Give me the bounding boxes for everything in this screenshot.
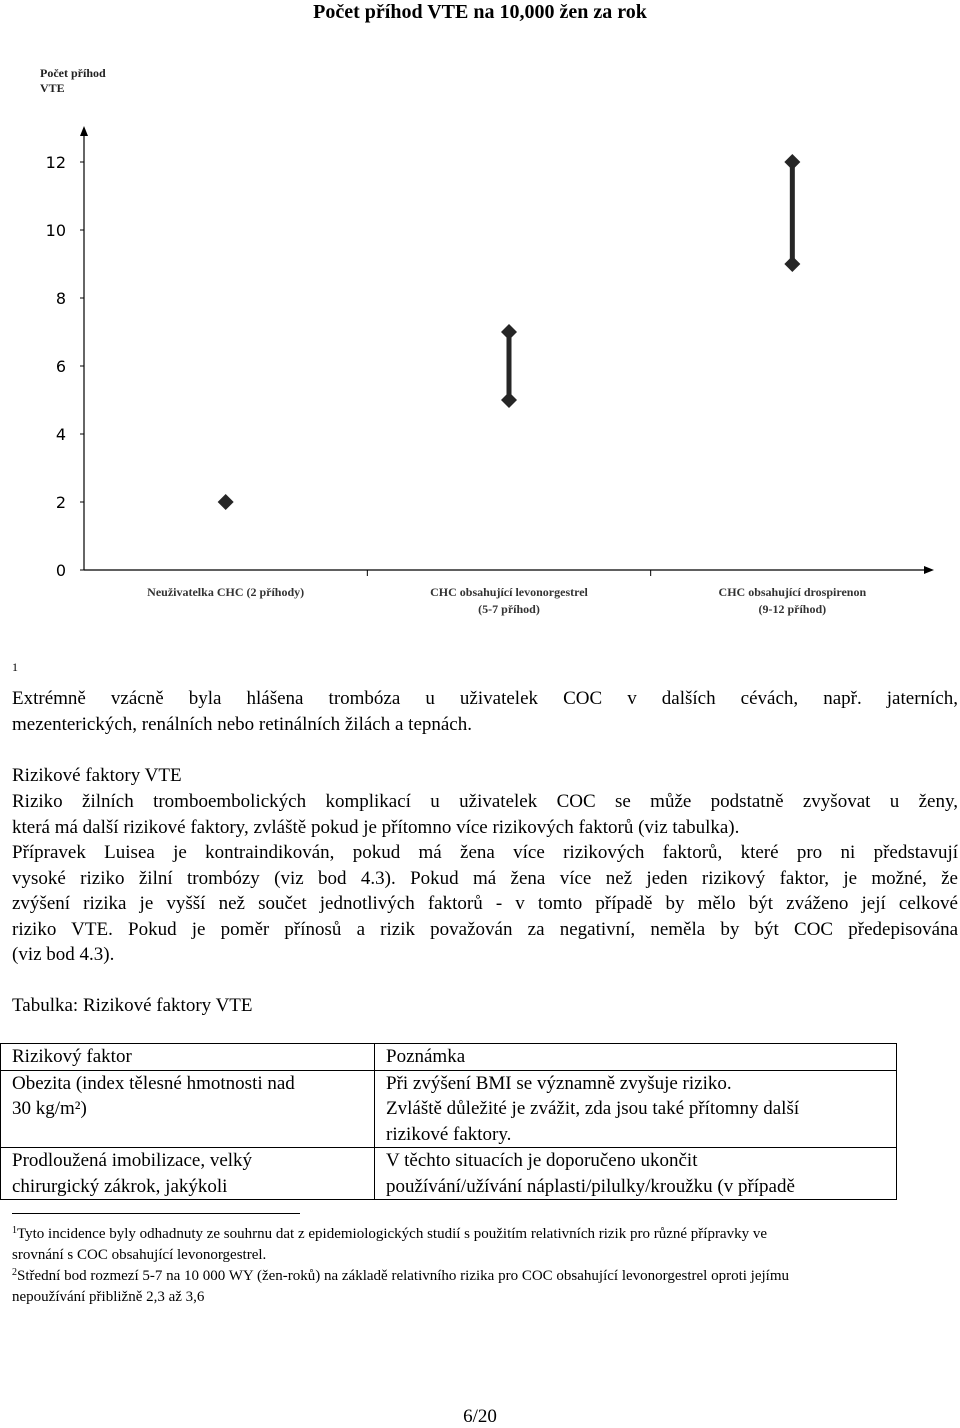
paragraph-line: která má další rizikové faktory, zvláště pokud je přítomno více rizikových faktorů (viz tabulka).	[12, 816, 740, 838]
table-heading: Tabulka: Rizikové faktory VTE	[12, 995, 253, 1016]
x-category-label: Neuživatelka CHC (2 příhody)	[147, 585, 305, 599]
range-marker-high	[218, 494, 234, 510]
cell-line: 30 kg/m²)	[12, 1098, 87, 1119]
table-row	[1, 1148, 897, 1200]
cell-factor	[1, 1148, 375, 1200]
risk-factor-table	[0, 1043, 897, 1200]
x-category-label: (9-12 příhod)	[758, 602, 827, 616]
range-marker-high	[501, 324, 517, 340]
x-category-label: (5-7 příhod)	[478, 602, 540, 616]
page-title: Počet příhod VTE na 10,000 žen za rok	[313, 1, 647, 23]
table-row	[1, 1070, 897, 1148]
footnote-divider	[12, 1213, 300, 1214]
paragraph-line: riziko VTE. Pokud je poměr přínosů a rizik považován za negativní, neměla by být COC předepisována	[12, 918, 958, 940]
y-tick-label: 4	[55, 425, 66, 444]
y-axis-label: Počet příhod	[40, 66, 106, 80]
range-marker-low	[501, 392, 517, 408]
cell-line: Obezita (index tělesné hmotnosti nad	[12, 1072, 295, 1094]
header-note: Poznámka	[375, 1044, 897, 1071]
cell-line: Při zvýšení BMI se významně zvyšuje riziko.	[386, 1072, 732, 1094]
y-axis-arrow	[80, 126, 88, 136]
paragraph-line: (viz bod 4.3).	[12, 944, 115, 965]
paragraph-line: Přípravek Luisea je kontraindikován, pokud má žena více rizikových faktorů, které pro ni představují	[12, 842, 958, 863]
cell-line: V těchto situacích je doporučeno ukončit	[386, 1150, 698, 1171]
x-category-label: CHC obsahující drospirenon	[718, 585, 867, 599]
range-marker-low	[784, 256, 800, 272]
footnote-text: srovnání s COC obsahující levonorgestrel.	[12, 1247, 267, 1263]
cell-line: Prodloužená imobilizace, velký	[12, 1150, 253, 1171]
footnote-marker: 1	[12, 660, 18, 674]
cell-line: používání/užívání náplasti/pilulky/kroužku (v případě	[386, 1175, 795, 1197]
paragraph-line: Riziko žilních tromboembolických komplikací u uživatelek COC se může podstatně zvyšovat u ženy,	[12, 791, 958, 812]
y-tick-label: 6	[55, 357, 66, 376]
cell-note	[375, 1070, 897, 1148]
y-tick-label: 8	[55, 289, 66, 308]
cell-line: Zvláště důležité je zvážit, zda jsou také přítomny další	[386, 1098, 800, 1119]
paragraph-line: mezenterických, renálních nebo retinálních žilách a tepnách.	[12, 713, 472, 735]
cell-line: rizikové faktory.	[386, 1123, 512, 1145]
footnote-2	[12, 1266, 958, 1308]
y-tick-label: 2	[55, 493, 66, 512]
x-category-label: CHC obsahující levonorgestrel	[430, 585, 588, 599]
y-tick-label: 0	[55, 561, 66, 580]
page-number: 6/20	[463, 1406, 497, 1427]
vte-range-chart	[0, 55, 960, 625]
footnote-text: Střední bod rozmezí 5-7 na 10 000 WY (žen-roků) na základě relativního rizika pro COC obsahující levonorgestrel oproti jejímu	[17, 1268, 790, 1284]
footnote-text: Tyto incidence byly odhadnuty ze souhrnu dat z epidemiologických studií s použitím relativních rizik pro různé přípravky ve	[17, 1226, 767, 1242]
y-tick-label: 10	[45, 221, 66, 240]
paragraph-risk-factors	[12, 789, 958, 968]
cell-note	[375, 1148, 897, 1200]
table-header-row	[1, 1044, 897, 1071]
footnote-text: nepoužívání přibližně 2,3 až 3,6	[12, 1289, 205, 1305]
paragraph-line: vysoké riziko žilní trombózy (viz bod 4.3). Pokud má žena více než jeden rizikový faktor, je možné, že	[12, 867, 958, 889]
paragraph-line: Extrémně vzácně byla hlášena trombóza u uživatelek COC v dalších cévách, např. jaterních,	[12, 688, 958, 709]
footnote-sup: 1	[12, 1225, 17, 1236]
footnote-sup: 2	[12, 1267, 17, 1278]
paragraph-line: zvýšení rizika je vyšší než součet jednotlivých faktorů - v tomto případě by mělo být zváženo její celkové	[12, 893, 958, 914]
section-heading: Rizikové faktory VTE	[12, 765, 182, 786]
cell-line: chirurgický zákrok, jakýkoli	[12, 1175, 228, 1197]
header-factor: Rizikový faktor	[1, 1044, 375, 1071]
range-marker-high	[784, 154, 800, 170]
paragraph-other-vessels	[12, 686, 958, 737]
footnote-1	[12, 1224, 958, 1266]
y-axis-label: VTE	[40, 81, 65, 95]
y-tick-label: 12	[45, 153, 66, 172]
cell-factor	[1, 1070, 375, 1148]
x-axis-arrow	[924, 566, 934, 574]
